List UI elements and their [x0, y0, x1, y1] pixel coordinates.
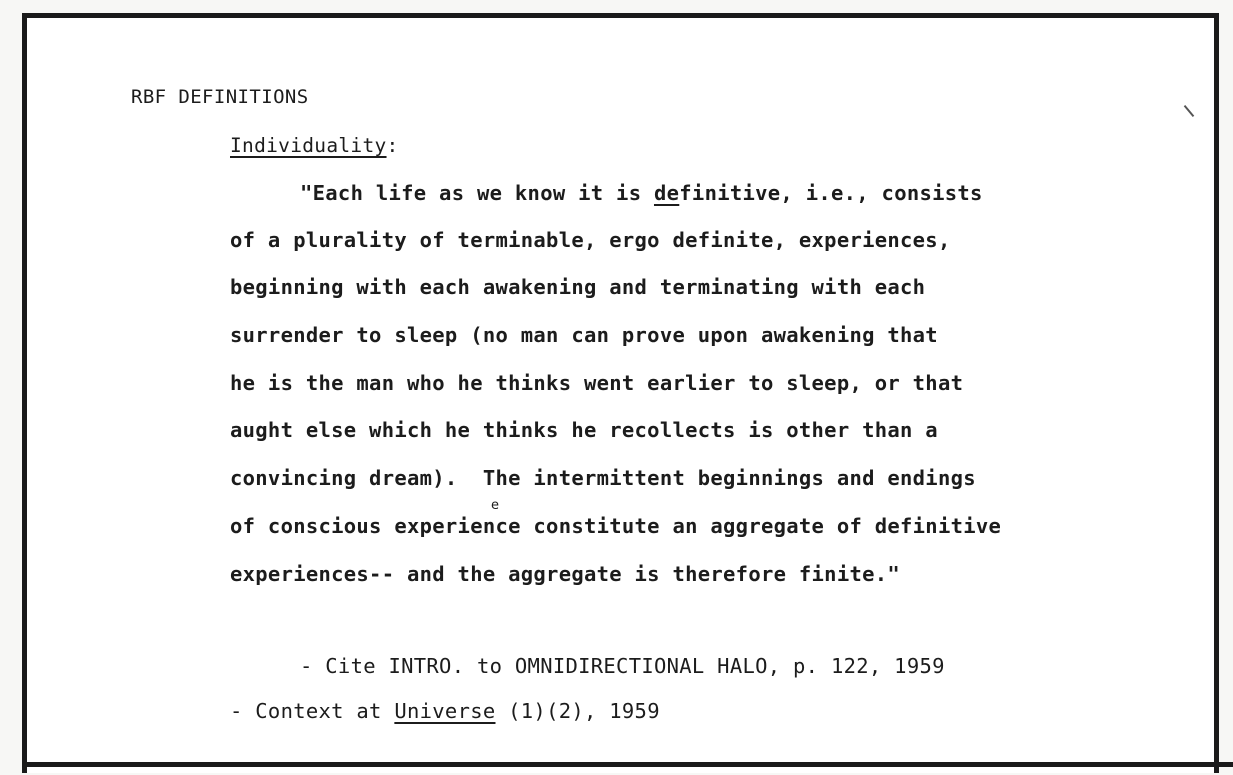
definition-term-label: Individuality	[230, 134, 387, 157]
definition-term	[230, 136, 399, 156]
quote-line-1-start: "Each life as we know it is	[300, 181, 654, 205]
quote-line-2: of a plurality of terminable, ergo definite, experiences,	[230, 228, 951, 252]
handwritten-insert-mark: e	[491, 498, 499, 513]
quote-line-6: aught else which he thinks he recollects is other than a	[230, 418, 938, 442]
context-line	[230, 701, 660, 722]
quote-line-4: surrender to sleep (no man can prove upon awakening that	[230, 323, 938, 347]
bottom-rule	[22, 762, 1233, 767]
quote-line-1-underlined: de	[653, 181, 680, 205]
citation-line: - Cite INTRO. to OMNIDIRECTIONAL HALO, p. 122, 1959	[300, 654, 945, 678]
quote-line-5: he is the man who he thinks went earlier to sleep, or that	[230, 371, 964, 395]
quote-line-1-end: finitive, i.e., consists	[679, 181, 983, 205]
quote-line-8: of conscious experience constitute an aggregate of definitive	[230, 514, 1002, 538]
quote-line-1	[300, 183, 983, 204]
context-suffix: (1)(2), 1959	[495, 699, 660, 723]
context-universe-reference: Universe	[394, 699, 496, 723]
quote-line-3: beginning with each awakening and terminating with each	[230, 275, 926, 299]
definition-term-colon: :	[386, 134, 399, 157]
quote-line-7: convincing dream). The intermittent beginnings and endings	[230, 466, 976, 490]
quote-line-9: experiences-- and the aggregate is therefore finite."	[230, 562, 901, 586]
context-prefix: - Context at	[230, 699, 395, 723]
document-heading: RBF DEFINITIONS	[131, 86, 309, 108]
